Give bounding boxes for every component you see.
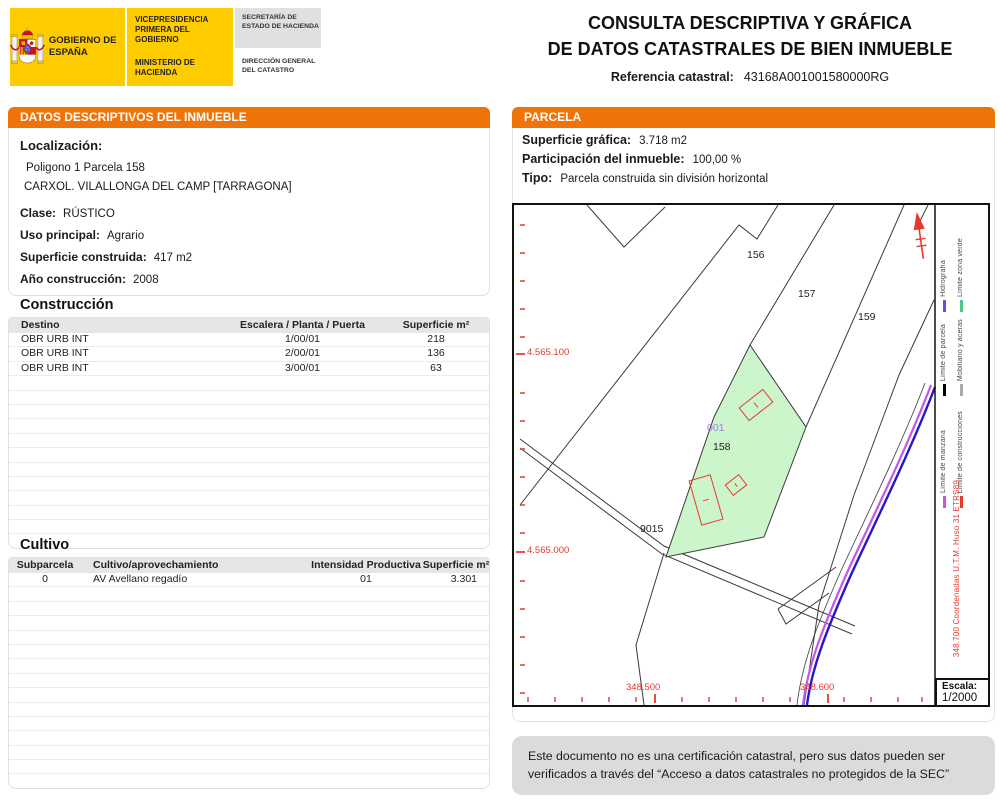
parcel-label-159: 159 — [858, 311, 876, 323]
legend-mobiliario-symbol — [960, 384, 963, 396]
north-arrow-icon — [912, 213, 928, 260]
scale-box — [935, 678, 988, 705]
cultivo-table-header — [9, 558, 489, 573]
superficie-grafica-value: 3.718 m2 — [639, 135, 688, 147]
col-superficie: Superficie m² — [402, 319, 470, 331]
table-row-empty — [9, 433, 489, 447]
spain-coat-of-arms-icon — [10, 16, 45, 78]
title-line2: DE DATOS CATASTRALES DE BIEN INMUEBLE — [547, 39, 953, 60]
legend-zona-verde-symbol — [960, 300, 963, 312]
parcel-label-001: 001 — [707, 422, 725, 434]
cadastral-reference — [505, 70, 995, 84]
cell-superficie: 218 — [427, 333, 445, 345]
secretaria-label: SECRETARÍA DE ESTADO DE HACIENDA — [242, 14, 319, 30]
construccion-table — [8, 317, 490, 549]
legend-limite-manzana-symbol — [943, 496, 946, 508]
table-row-empty — [9, 644, 489, 658]
construccion-table-header — [9, 318, 489, 333]
localizacion-line1: Poligono 1 Parcela 158 — [26, 162, 145, 174]
utm-y-label-1: 4.565.100 — [527, 347, 570, 358]
table-row-empty — [9, 418, 489, 432]
section-header-datos-descriptivos: DATOS DESCRIPTIVOS DEL INMUEBLE — [8, 107, 490, 128]
col-destino: Destino — [21, 319, 60, 331]
table-row-empty — [9, 615, 489, 629]
table-row-empty — [9, 658, 489, 672]
cell-escalera: 3/00/01 — [284, 361, 321, 374]
scale-label: Escala: — [942, 681, 978, 692]
section-header-parcela: PARCELA — [512, 107, 995, 128]
table-row-empty — [9, 716, 489, 730]
legend-hidrografia-symbol — [943, 300, 946, 312]
table-row-empty — [9, 533, 489, 547]
table-row — [9, 346, 489, 360]
table-row-empty — [9, 490, 489, 504]
cell-superficie: 136 — [427, 347, 445, 360]
cell-destino: OBR URB INT — [21, 333, 89, 345]
table-row-empty — [9, 759, 489, 773]
participacion-label: Participación del inmueble: — [522, 152, 685, 166]
col-cultivo: Cultivo/aprovechamiento — [93, 559, 219, 571]
table-row-empty — [9, 505, 489, 519]
reference-label: Referencia catastral: — [610, 70, 734, 84]
cell-intensidad: 01 — [360, 573, 372, 585]
field-superficie-grafica — [522, 133, 687, 147]
table-row — [9, 333, 489, 346]
reference-value: 43168A001001580000RG — [743, 70, 890, 84]
cell-destino: OBR URB INT — [21, 347, 89, 360]
table-row — [9, 361, 489, 375]
legend-mobiliario: Mobiliario y aceras — [957, 318, 964, 381]
col-subparcela: Subparcela — [16, 559, 74, 571]
table-row-empty — [9, 601, 489, 615]
table-row-empty — [9, 687, 489, 701]
field-clase — [20, 206, 115, 220]
table-row-empty — [9, 673, 489, 687]
legend-hidrografia: Hidrografía — [940, 260, 947, 297]
ministry-block — [127, 8, 233, 86]
gobierno-de-espana-label: GOBIERNO DE ESPAÑA — [48, 35, 117, 58]
cultivo-table — [8, 557, 490, 789]
field-ano-value: 2008 — [133, 274, 159, 286]
table-row-empty — [9, 462, 489, 476]
field-ano-label: Año construcción: — [20, 272, 127, 286]
parcel-158-polygon[interactable] — [666, 345, 806, 557]
utm-y-label-2: 4.565.000 — [527, 545, 570, 556]
tipo-label: Tipo: — [522, 171, 553, 185]
field-uso-principal — [20, 228, 144, 242]
field-superficie-label: Superficie construida: — [20, 250, 147, 264]
table-row-empty — [9, 519, 489, 533]
vicepresidencia-label: VICEPRESIDENCIA PRIMERA DEL GOBIERNO — [135, 15, 209, 44]
direccion-label: DIRECCIÓN GENERAL DEL CATASTRO — [242, 58, 316, 74]
table-row-empty — [9, 730, 489, 744]
parcel-label-157: 157 — [798, 288, 816, 300]
ministerio-label: MINISTERIO DE HACIENDA — [135, 58, 196, 77]
parcel-label-9015: 9015 — [640, 523, 664, 535]
legend-limite-construcciones: Límite de construcciones — [957, 410, 964, 493]
table-row — [9, 573, 489, 586]
col-superficie: Superficie m² — [422, 559, 490, 571]
field-uso-label: Uso principal: — [20, 228, 101, 242]
cell-subparcela: 0 — [42, 573, 48, 585]
secretaria-block — [235, 8, 321, 48]
cell-escalera: 1/00/01 — [284, 333, 321, 345]
table-row-empty — [9, 476, 489, 490]
cell-superficie: 63 — [430, 361, 442, 374]
localizacion-line2: CARXOL. VILALLONGA DEL CAMP [TARRAGONA] — [24, 181, 292, 193]
disclaimer-note: Este documento no es una certificación catastral, pero sus datos pueden ser verificados a través del “Acceso a datos catastrales no protegidos de la SEC” — [512, 736, 995, 795]
cell-escalera: 2/00/01 — [284, 347, 321, 360]
field-uso-value: Agrario — [107, 230, 145, 242]
table-row-empty — [9, 390, 489, 404]
table-row-empty — [9, 586, 489, 600]
field-superficie-value: 417 m2 — [153, 252, 193, 264]
manzana-limit-line — [803, 385, 931, 705]
legend-zona-verde: Límite zona verde — [957, 237, 964, 297]
parcel-label-158: 158 — [713, 441, 731, 453]
utm-x-label-1: 348.500 — [626, 682, 661, 693]
cadastral-map[interactable] — [512, 203, 990, 707]
government-logo-block — [10, 8, 125, 86]
superficie-grafica-label: Superficie gráfica: — [522, 133, 632, 147]
table-row-empty — [9, 375, 489, 389]
field-clase-value: RÚSTICO — [63, 208, 115, 220]
cell-destino: OBR URB INT — [21, 361, 89, 374]
legend-limite-manzana: Límite de manzana — [940, 430, 947, 493]
table-row-empty — [9, 404, 489, 418]
field-tipo — [522, 171, 768, 185]
table-row-empty — [9, 773, 489, 787]
map-geometry — [514, 205, 988, 705]
table-row-empty — [9, 630, 489, 644]
cell-cultivo: AV Avellano regadío — [93, 573, 188, 585]
table-row-empty — [9, 447, 489, 461]
col-intensidad: Intensidad Productiva — [311, 559, 421, 571]
legend-limite-parcela: Límite de parcela — [940, 323, 947, 381]
tipo-value: Parcela construida sin división horizontal — [560, 173, 769, 185]
field-ano-construccion — [20, 272, 159, 286]
construccion-heading: Construcción — [20, 297, 114, 313]
utm-x-label-2: 348.600 — [800, 682, 835, 693]
participacion-value: 100,00 % — [692, 154, 742, 166]
cultivo-heading: Cultivo — [20, 537, 70, 553]
localizacion-label: Localización: — [20, 138, 103, 153]
direccion-block — [235, 50, 321, 86]
cell-superficie: 3.301 — [450, 573, 477, 585]
field-participacion — [522, 152, 741, 166]
legend-limite-parcela-symbol — [943, 384, 946, 396]
title-line1: CONSULTA DESCRIPTIVA Y GRÁFICA — [587, 13, 913, 33]
table-row-empty — [9, 702, 489, 716]
document-title — [505, 10, 995, 62]
table-row-empty — [9, 745, 489, 759]
col-escalera: Escalera / Planta / Puerta — [240, 319, 365, 331]
field-clase-label: Clase: — [20, 206, 57, 220]
utm-coordinate-note: 348.700 Coordenadas U.T.M. Huso 31 ETRS89 — [952, 479, 961, 657]
hydrography-line — [807, 387, 935, 705]
scale-value: 1/2000 — [942, 692, 978, 704]
parcel-label-156: 156 — [747, 249, 765, 261]
field-superficie-construida — [20, 250, 192, 264]
